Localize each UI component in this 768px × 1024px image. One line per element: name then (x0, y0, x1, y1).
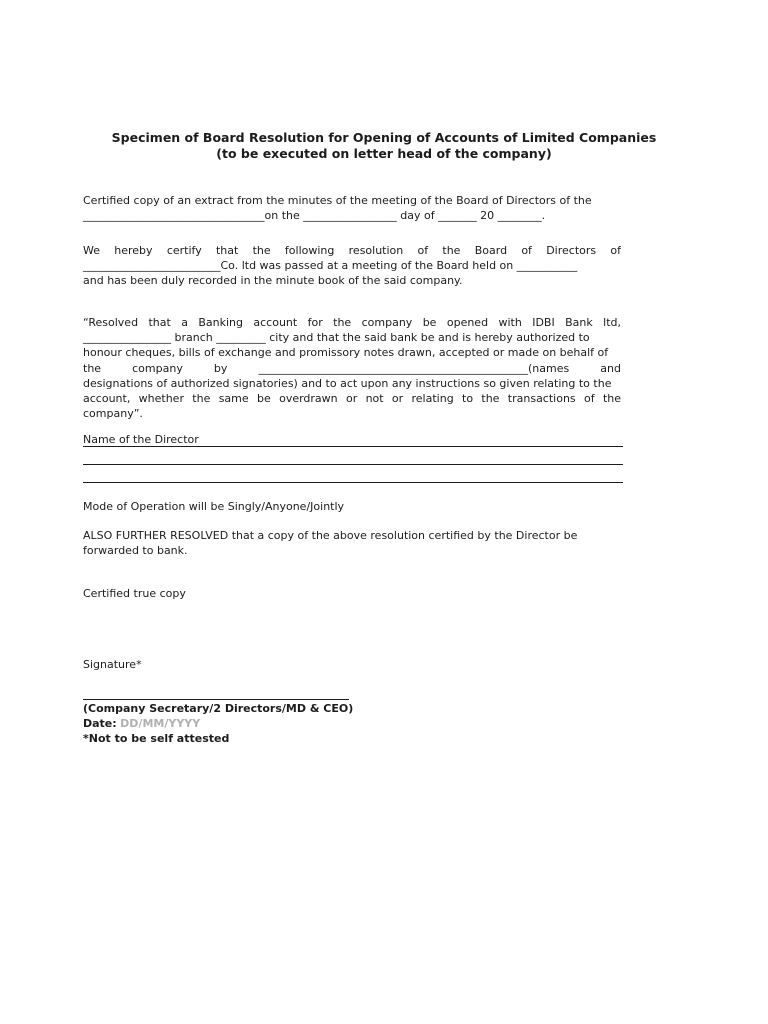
resolution-paragraph (83, 315, 621, 421)
date-row (83, 716, 200, 731)
date-placeholder: DD/MM/YYYY (120, 717, 201, 730)
paragraph-line: and has been duly recorded in the minute book of the said company. (83, 274, 463, 288)
document-subtitle: (to be executed on letter head of the company) (216, 146, 552, 161)
paragraph-line: “Resolved that a Banking account for the company be opened with IDBI Bank ltd, (83, 316, 621, 329)
paragraph-line: ________________ branch _________ city and that the said bank be and is hereby authorized to (83, 331, 590, 345)
footnote: *Not to be self attested (83, 732, 230, 745)
also-resolved-paragraph (83, 528, 621, 558)
paragraph-line: ALSO FURTHER RESOLVED that a copy of the above resolution certified by the Director be (83, 529, 578, 542)
director-name-line (83, 446, 623, 447)
certified-true-copy: Certified true copy (83, 587, 186, 600)
paragraph-line: company”. (83, 407, 143, 421)
director-name-label: Name of the Director (83, 433, 199, 446)
certification-paragraph (83, 243, 621, 289)
signature-label: Signature* (83, 658, 142, 671)
date-label: Date: (83, 717, 117, 730)
paragraph-line: the company by _________________________________________________(names and (83, 361, 621, 375)
document-title: Specimen of Board Resolution for Opening of Accounts of Limited Companies (111, 130, 657, 145)
paragraph-line: account, whether the same be overdrawn or not or relating to the transactions of the (83, 391, 621, 405)
mode-of-operation: Mode of Operation will be Singly/Anyone/Jointly (83, 500, 345, 513)
paragraph-line: We hereby certify that the following resolution of the Board of Directors of (83, 244, 621, 257)
paragraph-line: _________________________________on the _________________ day of _______ 20 ________. (83, 209, 546, 223)
signatory-roles: (Company Secretary/2 Directors/MD & CEO) (83, 702, 354, 715)
extract-paragraph (83, 193, 621, 223)
paragraph-line: _________________________Co. ltd was passed at a meeting of the Board held on ___________ (83, 259, 578, 273)
paragraph-line: honour cheques, bills of exchange and promissory notes drawn, accepted or made on behalf of (83, 346, 609, 360)
director-name-line (83, 482, 623, 483)
signature-line (83, 699, 349, 700)
paragraph-line: forwarded to bank. (83, 544, 188, 558)
paragraph-line: designations of authorized signatories) and to act upon any instructions so given relating to the (83, 376, 612, 390)
director-name-line (83, 464, 623, 465)
paragraph-line: Certified copy of an extract from the minutes of the meeting of the Board of Directors of the (83, 194, 592, 207)
